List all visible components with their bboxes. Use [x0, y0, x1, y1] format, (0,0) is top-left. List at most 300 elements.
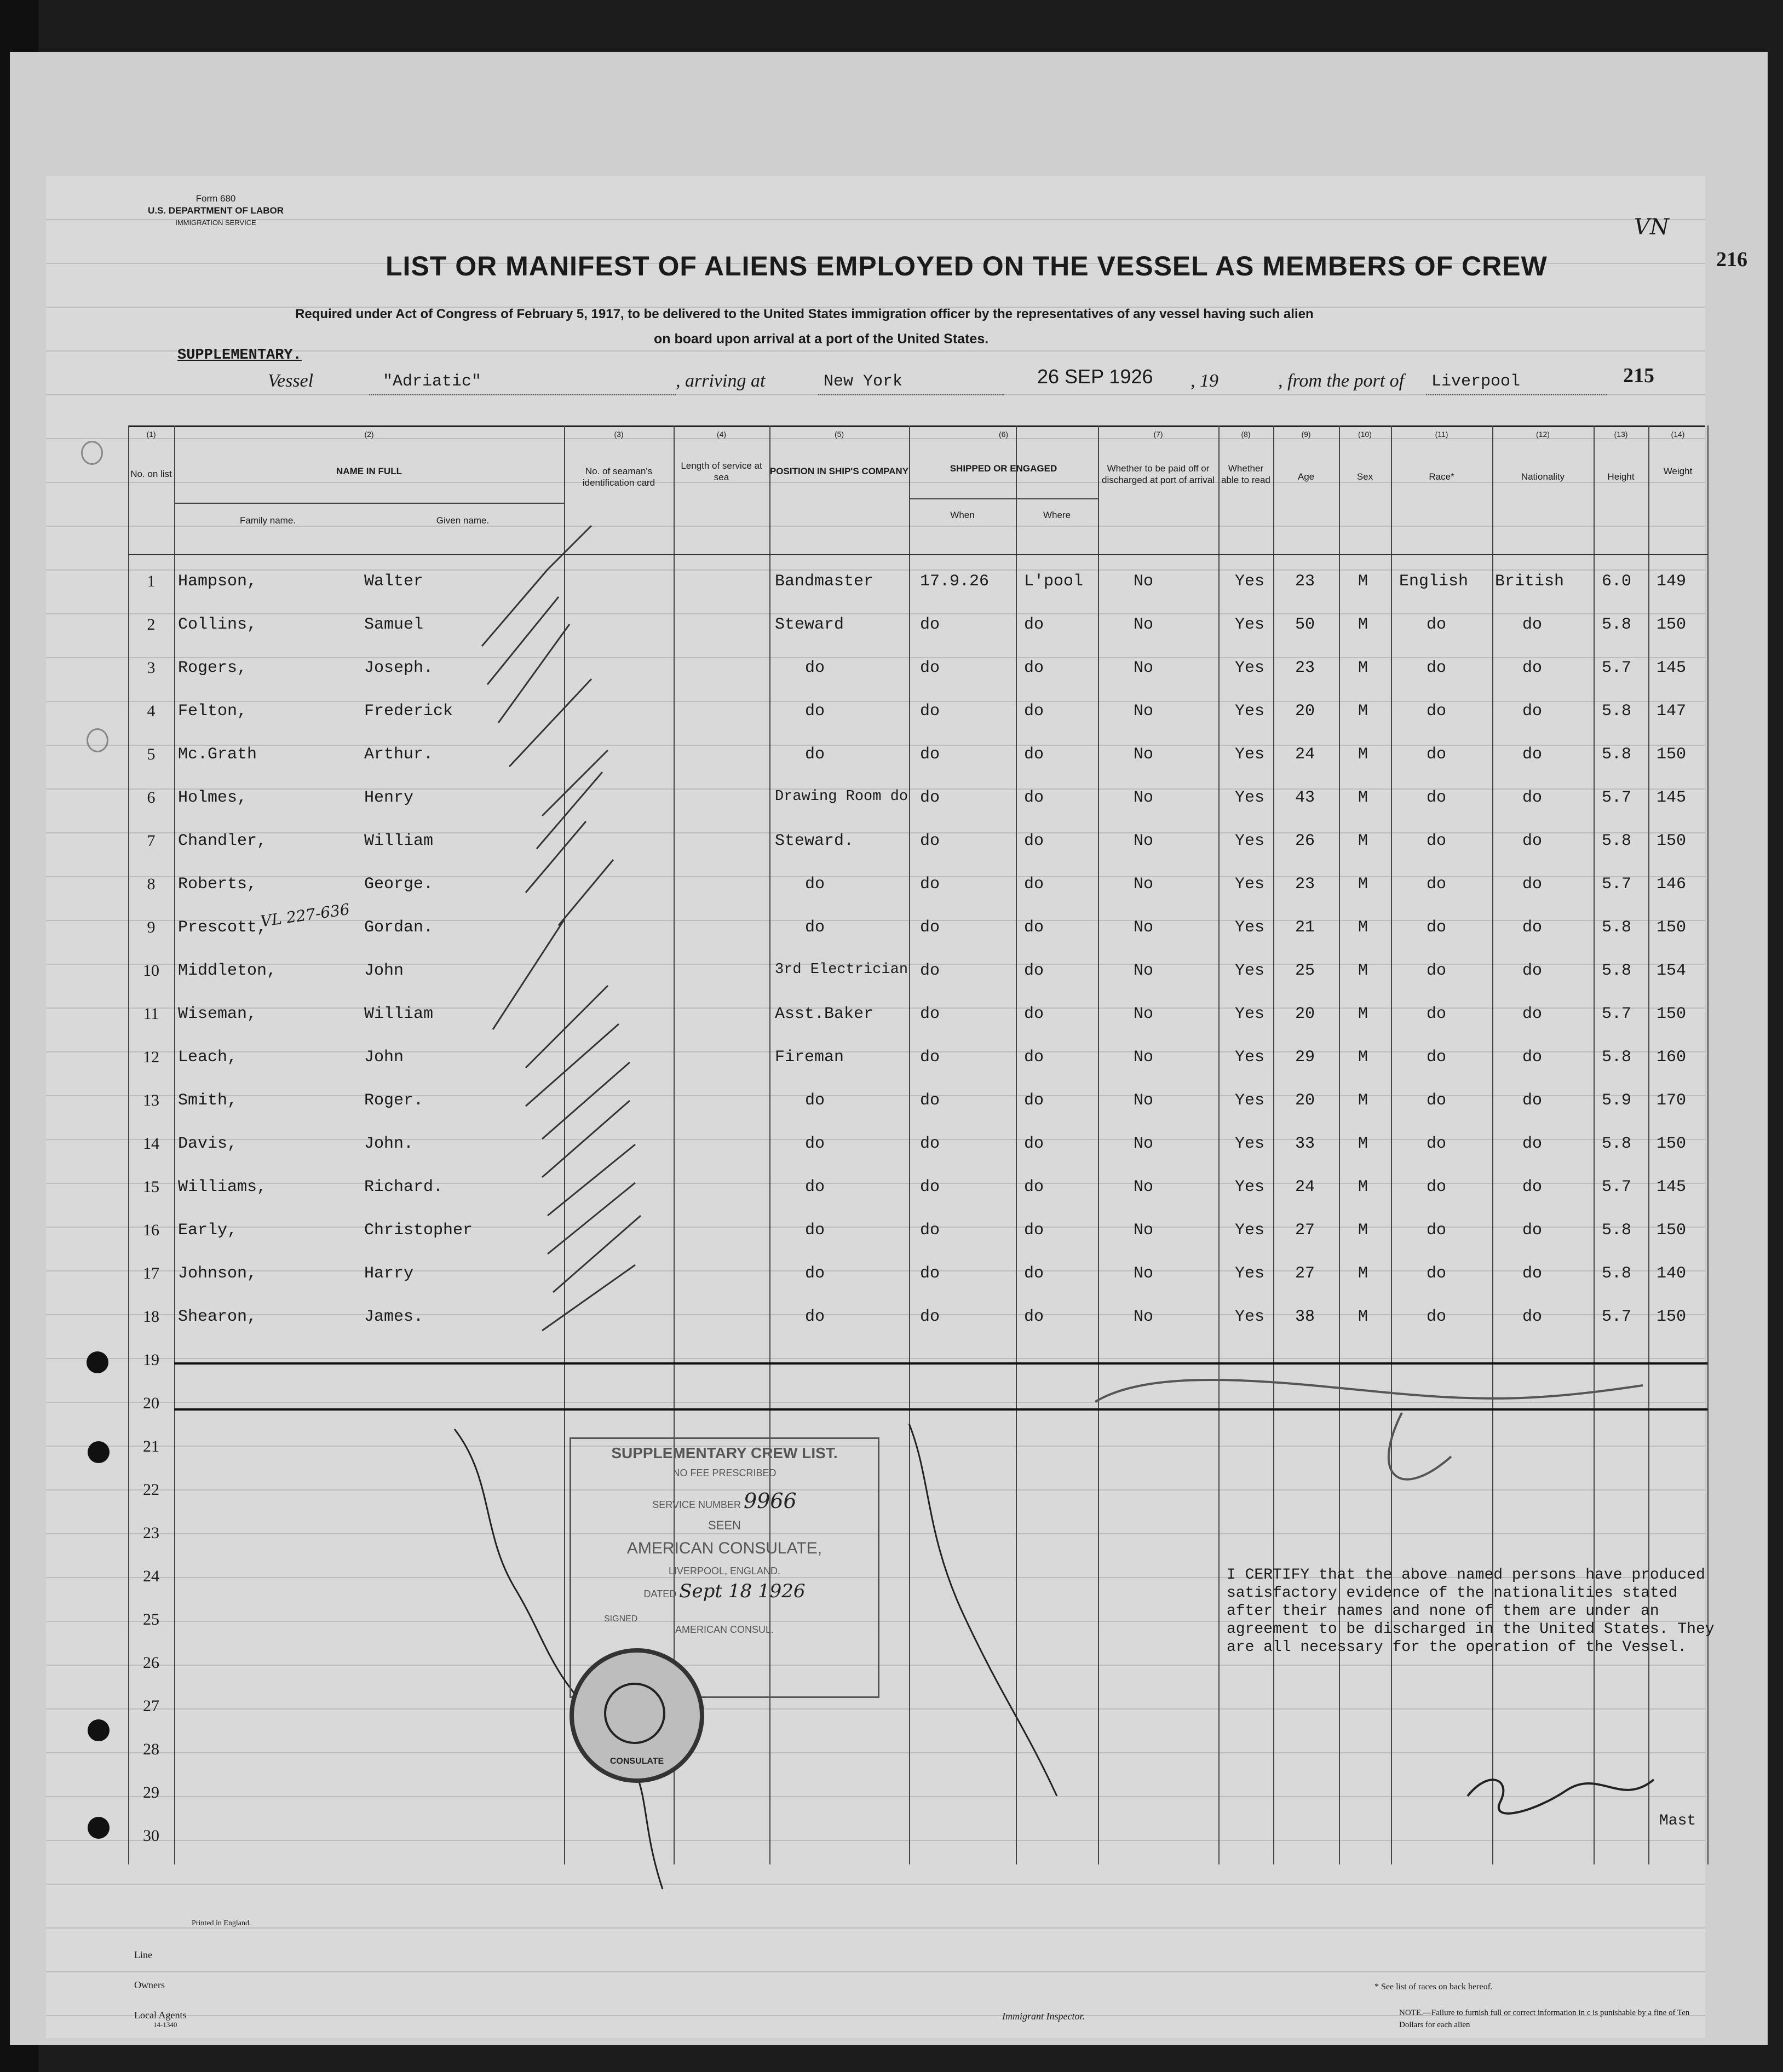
cell-where: do: [1024, 1221, 1044, 1240]
handwritten-note: VL 227-636: [259, 900, 351, 931]
cell-family: Wiseman,: [178, 1005, 257, 1023]
cell-weight: 145: [1657, 1178, 1687, 1196]
cell-age: 38: [1295, 1308, 1315, 1326]
footer-code: 14-1340: [153, 2021, 177, 2029]
cell-paid: No: [1134, 1048, 1154, 1067]
cell-when: do: [920, 1005, 940, 1023]
stamp-date: Sept 18 1926: [679, 1580, 806, 1602]
cell-given: Gordan.: [364, 918, 434, 937]
row-number: 27: [143, 1697, 159, 1715]
cell-position: do: [805, 1221, 825, 1240]
cell-sex: M: [1358, 1221, 1368, 1240]
cell-nat: do: [1522, 1048, 1543, 1067]
cell-when: do: [920, 745, 940, 764]
cell-sex: M: [1358, 615, 1368, 634]
column-rule: [1098, 425, 1099, 1864]
cell-nat: do: [1522, 702, 1543, 721]
footer-owners: Owners: [134, 1979, 165, 1990]
cell-where: do: [1024, 1308, 1044, 1326]
cell-nat: do: [1522, 615, 1543, 634]
cell-race: do: [1427, 875, 1447, 894]
stamp-date-row: [571, 1580, 878, 1602]
column-header-seaman-card: No. of seaman's identification card: [582, 466, 655, 488]
cell-read: Yes: [1235, 1178, 1265, 1196]
column-rule: [1016, 425, 1017, 1864]
cell-nat: do: [1522, 1221, 1543, 1240]
footer-races-note: * See list of races on back hereof.: [1374, 1982, 1493, 1992]
cell-position: Drawing Room do: [775, 788, 908, 805]
cell-position: do: [805, 1264, 825, 1283]
cell-family: Felton,: [178, 702, 248, 721]
cell-nat: do: [1522, 659, 1543, 677]
cell-given: Christopher: [364, 1221, 473, 1240]
column-number: (4): [716, 430, 727, 439]
cell-paid: No: [1134, 572, 1154, 591]
cell-position: do: [805, 1308, 825, 1326]
stamp-service-label: SERVICE NUMBER: [652, 1499, 741, 1510]
cell-family: Prescott,: [178, 918, 267, 937]
column-header-height: Height: [1607, 471, 1635, 482]
cell-race: do: [1427, 1135, 1447, 1153]
column-header-name-in-full: NAME IN FULL: [336, 466, 402, 476]
cell-height: 5.8: [1602, 702, 1632, 721]
binder-hole: [87, 1351, 108, 1373]
cell-when: do: [920, 1308, 940, 1326]
column-rule: [1218, 425, 1220, 1864]
cell-paid: No: [1134, 1178, 1154, 1196]
cell-where: do: [1024, 1264, 1044, 1283]
vessel-name: "Adriatic": [383, 372, 482, 391]
cell-position: Asst.Baker: [775, 1005, 874, 1023]
cell-when: 17.9.26: [920, 572, 990, 591]
cell-position: Steward: [775, 615, 844, 634]
cell-race: do: [1427, 1264, 1447, 1283]
cell-given: Samuel: [364, 615, 424, 634]
stamp-signed-label: SIGNED: [604, 1614, 638, 1624]
column-number: (12): [1536, 430, 1550, 439]
cell-sex: M: [1358, 832, 1368, 850]
form-number: Form 680: [195, 193, 236, 204]
row-number: 11: [143, 1005, 159, 1023]
heavy-rule: [174, 1408, 1707, 1411]
cell-paid: No: [1134, 1264, 1154, 1283]
row-number: 30: [143, 1827, 159, 1845]
cell-given: John: [364, 1048, 404, 1067]
column-number: (10): [1358, 430, 1372, 439]
cell-nat: do: [1522, 1264, 1543, 1283]
cell-position: do: [805, 918, 825, 937]
cell-height: 5.8: [1602, 1135, 1632, 1153]
cell-family: Williams,: [178, 1178, 267, 1196]
binder-ring: [87, 728, 108, 752]
cell-where: do: [1024, 615, 1044, 634]
cell-when: do: [920, 702, 940, 721]
row-number: 8: [147, 875, 156, 893]
cell-height: 5.7: [1602, 1005, 1632, 1023]
cell-height: 5.8: [1602, 1221, 1632, 1240]
arriving-label: , arriving at: [676, 371, 766, 391]
row-number: 19: [143, 1351, 159, 1369]
row-number: 14: [143, 1135, 159, 1153]
cell-age: 21: [1295, 918, 1315, 937]
row-number: 6: [147, 788, 156, 807]
cell-weight: 170: [1657, 1091, 1687, 1110]
stamp-service-number: 9966: [744, 1489, 797, 1513]
cell-paid: No: [1134, 1135, 1154, 1153]
stamp-consulate: AMERICAN CONSULATE,: [626, 1539, 823, 1557]
arrival-date-stamp: 26 SEP 1926: [1037, 365, 1153, 388]
cell-paid: No: [1134, 1005, 1154, 1023]
cell-given: John: [364, 962, 404, 980]
annotation-vn: VN: [1634, 215, 1669, 240]
cell-sex: M: [1358, 962, 1368, 980]
cell-where: do: [1024, 1091, 1044, 1110]
stamp-dated-label: DATED: [643, 1588, 677, 1599]
cell-nat: do: [1522, 788, 1543, 807]
column-number: (9): [1301, 430, 1311, 439]
column-header-sex: Sex: [1356, 471, 1373, 482]
column-number: (6): [998, 430, 1009, 439]
row-number: 29: [143, 1783, 159, 1802]
cell-race: do: [1427, 745, 1447, 764]
row-number: 28: [143, 1740, 159, 1758]
cell-read: Yes: [1235, 788, 1265, 807]
cell-family: Rogers,: [178, 659, 248, 677]
cell-given: William: [364, 1005, 434, 1023]
cell-read: Yes: [1235, 832, 1265, 850]
column-header-length-service: Length of service at sea: [681, 461, 762, 482]
binder-hole: [88, 1817, 110, 1839]
cell-weight: 146: [1657, 875, 1687, 894]
cell-family: Chandler,: [178, 832, 267, 850]
column-rule: [174, 425, 175, 1864]
cell-where: L'pool: [1024, 572, 1084, 591]
cell-read: Yes: [1235, 659, 1265, 677]
cell-nat: do: [1522, 1135, 1543, 1153]
master-label: Mast: [1659, 1812, 1696, 1829]
cell-when: do: [920, 659, 940, 677]
cell-age: 43: [1295, 788, 1315, 807]
from-port: Liverpool: [1431, 372, 1521, 391]
year-label: , 19: [1190, 371, 1218, 391]
cell-read: Yes: [1235, 875, 1265, 894]
column-header-given-name: Given name.: [436, 515, 490, 526]
cell-sex: M: [1358, 702, 1368, 721]
cell-height: 5.8: [1602, 1264, 1632, 1283]
subtitle-line-2: on board upon arrival at a port of the United States.: [654, 331, 989, 347]
cell-sex: M: [1358, 572, 1368, 591]
cell-family: Hampson,: [178, 572, 257, 591]
cell-weight: 145: [1657, 659, 1687, 677]
row-number: 4: [147, 702, 156, 720]
cell-where: do: [1024, 918, 1044, 937]
cell-read: Yes: [1235, 745, 1265, 764]
cell-given: William: [364, 832, 434, 850]
column-header-age: Age: [1297, 471, 1315, 482]
footer-line: Line: [134, 1949, 152, 1960]
column-header-when: When: [950, 510, 975, 520]
row-number: 10: [143, 962, 159, 980]
cell-sex: M: [1358, 1005, 1368, 1023]
cell-weight: 150: [1657, 1221, 1687, 1240]
cell-race: do: [1427, 1048, 1447, 1067]
binder-hole: [88, 1719, 110, 1741]
column-header-position: POSITION IN SHIP'S COMPANY: [769, 466, 909, 476]
cell-height: 5.7: [1602, 875, 1632, 894]
cell-age: 23: [1295, 659, 1315, 677]
cell-family: Smith,: [178, 1091, 238, 1110]
heavy-rule: [174, 1362, 1707, 1365]
cell-when: do: [920, 615, 940, 634]
row-number: 21: [143, 1437, 159, 1455]
row-number: 18: [143, 1308, 159, 1326]
stamp-consul: AMERICAN CONSUL.: [675, 1624, 774, 1635]
from-port-label: , from the port of: [1278, 371, 1405, 391]
cell-given: Roger.: [364, 1091, 424, 1110]
page-number-vessel: 215: [1623, 364, 1654, 387]
cell-race: do: [1427, 1091, 1447, 1110]
cell-read: Yes: [1235, 1308, 1265, 1326]
stamp-line-1: SUPPLEMENTARY CREW LIST.: [611, 1444, 838, 1461]
cell-family: Shearon,: [178, 1308, 257, 1326]
cell-age: 27: [1295, 1221, 1315, 1240]
footer-note: NOTE.—Failure to furnish full or correct information in c is punishable by a fine of Ten Dollars for each alien: [1399, 2008, 1690, 2029]
cell-paid: No: [1134, 962, 1154, 980]
cell-position: do: [805, 745, 825, 764]
cell-nat: do: [1522, 1091, 1543, 1110]
row-number: 24: [143, 1567, 159, 1585]
cell-position: do: [805, 659, 825, 677]
header-sub-rule: [909, 498, 1098, 499]
cell-sex: M: [1358, 788, 1368, 807]
column-header-weight: Weight: [1663, 466, 1693, 476]
cell-age: 33: [1295, 1135, 1315, 1153]
cell-paid: No: [1134, 875, 1154, 894]
cell-weight: 150: [1657, 1308, 1687, 1326]
column-header-paid-off: Whether to be paid off or discharged at port of arrival: [1102, 463, 1215, 485]
row-number: 1: [147, 572, 156, 590]
cell-nat: do: [1522, 1178, 1543, 1196]
column-number: (5): [834, 430, 844, 439]
row-number: 12: [143, 1048, 159, 1066]
cell-family: Mc.Grath: [178, 745, 257, 764]
cell-given: Arthur.: [364, 745, 434, 764]
cell-position: 3rd Electrician: [775, 962, 908, 978]
cell-family: Roberts,: [178, 875, 257, 894]
cell-when: do: [920, 1221, 940, 1240]
cell-where: do: [1024, 1005, 1044, 1023]
cell-height: 5.8: [1602, 832, 1632, 850]
cell-weight: 160: [1657, 1048, 1687, 1067]
cell-sex: M: [1358, 1308, 1368, 1326]
header-bottom-rule: [128, 554, 1707, 555]
cell-read: Yes: [1235, 572, 1265, 591]
cell-nat: do: [1522, 745, 1543, 764]
vessel-label: Vessel: [268, 371, 314, 391]
cell-where: do: [1024, 875, 1044, 894]
cell-age: 50: [1295, 615, 1315, 634]
row-number: 9: [147, 918, 156, 936]
cell-age: 25: [1295, 962, 1315, 980]
subtitle-line-1: Required under Act of Congress of February 5, 1917, to be delivered to the United States immigration officer by the representatives of any vessel having such alien: [295, 307, 1314, 321]
column-number: (13): [1614, 430, 1628, 439]
cell-given: James.: [364, 1308, 424, 1326]
cell-age: 26: [1295, 832, 1315, 850]
cell-height: 5.7: [1602, 788, 1632, 807]
column-header-race: Race*: [1429, 471, 1454, 482]
cell-age: 23: [1295, 572, 1315, 591]
cell-sex: M: [1358, 1048, 1368, 1067]
cell-read: Yes: [1235, 702, 1265, 721]
cell-where: do: [1024, 1135, 1044, 1153]
cell-sex: M: [1358, 918, 1368, 937]
cell-paid: No: [1134, 702, 1154, 721]
cell-race: do: [1427, 615, 1447, 634]
row-number: 5: [147, 745, 156, 763]
seal-text: CONSULATE: [609, 1757, 664, 1766]
header-sub-rule: [174, 503, 564, 504]
cell-nat: do: [1522, 918, 1543, 937]
cell-read: Yes: [1235, 918, 1265, 937]
column-number: (1): [146, 430, 156, 439]
cell-read: Yes: [1235, 1221, 1265, 1240]
cell-paid: No: [1134, 832, 1154, 850]
cell-where: do: [1024, 745, 1044, 764]
cell-weight: 145: [1657, 788, 1687, 807]
cell-position: do: [805, 1178, 825, 1196]
column-number: (7): [1153, 430, 1163, 439]
cell-sex: M: [1358, 1091, 1368, 1110]
cell-age: 29: [1295, 1048, 1315, 1067]
cell-paid: No: [1134, 788, 1154, 807]
cell-read: Yes: [1235, 1135, 1265, 1153]
cell-family: Davis,: [178, 1135, 238, 1153]
cell-family: Collins,: [178, 615, 257, 634]
cell-weight: 150: [1657, 918, 1687, 937]
cell-when: do: [920, 875, 940, 894]
column-header-where: Where: [1043, 510, 1071, 520]
row-number: 2: [147, 615, 156, 634]
cell-paid: No: [1134, 918, 1154, 937]
cell-given: John.: [364, 1135, 414, 1153]
column-rule: [909, 425, 910, 1864]
cell-when: do: [920, 1135, 940, 1153]
cell-when: do: [920, 832, 940, 850]
cell-age: 20: [1295, 1091, 1315, 1110]
cell-race: do: [1427, 788, 1447, 807]
cell-height: 5.7: [1602, 659, 1632, 677]
cell-paid: No: [1134, 1091, 1154, 1110]
row-number: 13: [143, 1091, 159, 1109]
cell-read: Yes: [1235, 1091, 1265, 1110]
cell-weight: 150: [1657, 1005, 1687, 1023]
cell-nat: do: [1522, 1005, 1543, 1023]
cell-age: 27: [1295, 1264, 1315, 1283]
cell-given: George.: [364, 875, 434, 894]
cell-age: 24: [1295, 745, 1315, 764]
cell-nat: do: [1522, 1308, 1543, 1326]
cell-weight: 150: [1657, 615, 1687, 634]
cell-position: Steward.: [775, 832, 854, 850]
cell-race: do: [1427, 1005, 1447, 1023]
cell-family: Holmes,: [178, 788, 248, 807]
cell-race: English: [1399, 572, 1469, 591]
cell-family: Leach,: [178, 1048, 238, 1067]
column-number: (3): [614, 430, 624, 439]
column-header-no-on-list: No. on list: [130, 469, 172, 479]
cell-height: 5.8: [1602, 962, 1632, 980]
cell-nat: do: [1522, 962, 1543, 980]
row-number: 15: [143, 1178, 159, 1196]
cell-paid: No: [1134, 745, 1154, 764]
column-number: (2): [364, 430, 374, 439]
column-header-able-read: Whether able to read: [1221, 463, 1270, 485]
binder-hole: [88, 1441, 110, 1463]
cell-race: do: [1427, 1178, 1447, 1196]
cell-weight: 154: [1657, 962, 1687, 980]
page-number-top: 216: [1716, 248, 1747, 271]
cell-family: Middleton,: [178, 962, 277, 980]
consulate-seal: [570, 1648, 704, 1783]
cell-sex: M: [1358, 875, 1368, 894]
row-number: 16: [143, 1221, 159, 1239]
cell-when: do: [920, 1091, 940, 1110]
cell-height: 5.8: [1602, 745, 1632, 764]
column-number: (14): [1671, 430, 1685, 439]
cell-race: do: [1427, 962, 1447, 980]
cell-given: Henry: [364, 788, 414, 807]
cell-where: do: [1024, 659, 1044, 677]
cell-sex: M: [1358, 659, 1368, 677]
cell-given: Harry: [364, 1264, 414, 1283]
cell-when: do: [920, 1264, 940, 1283]
cell-when: do: [920, 962, 940, 980]
cell-read: Yes: [1235, 1048, 1265, 1067]
cell-where: do: [1024, 702, 1044, 721]
cell-height: 5.8: [1602, 918, 1632, 937]
cell-where: do: [1024, 1178, 1044, 1196]
stamp-service-row: [571, 1489, 878, 1513]
cell-read: Yes: [1235, 615, 1265, 634]
row-number: 22: [143, 1481, 159, 1499]
cell-sex: M: [1358, 745, 1368, 764]
cell-paid: No: [1134, 1308, 1154, 1326]
cell-nat: do: [1522, 832, 1543, 850]
cell-read: Yes: [1235, 1264, 1265, 1283]
row-number: 25: [143, 1610, 159, 1628]
cell-given: Richard.: [364, 1178, 444, 1196]
cell-family: Johnson,: [178, 1264, 257, 1283]
cell-position: do: [805, 702, 825, 721]
cell-nat: British: [1495, 572, 1565, 591]
cell-weight: 149: [1657, 572, 1687, 591]
cell-age: 20: [1295, 1005, 1315, 1023]
column-header-nationality: Nationality: [1521, 471, 1565, 482]
cell-weight: 150: [1657, 745, 1687, 764]
cell-position: Bandmaster: [775, 572, 874, 591]
cell-weight: 150: [1657, 1135, 1687, 1153]
cell-position: do: [805, 1135, 825, 1153]
cell-weight: 140: [1657, 1264, 1687, 1283]
footer-agents: Local Agents: [134, 2010, 187, 2021]
cell-race: do: [1427, 1308, 1447, 1326]
department: U.S. DEPARTMENT OF LABOR: [147, 205, 284, 216]
cell-weight: 147: [1657, 702, 1687, 721]
row-number: 7: [147, 832, 156, 850]
cell-nat: do: [1522, 875, 1543, 894]
cell-position: Fireman: [775, 1048, 844, 1067]
cell-paid: No: [1134, 659, 1154, 677]
